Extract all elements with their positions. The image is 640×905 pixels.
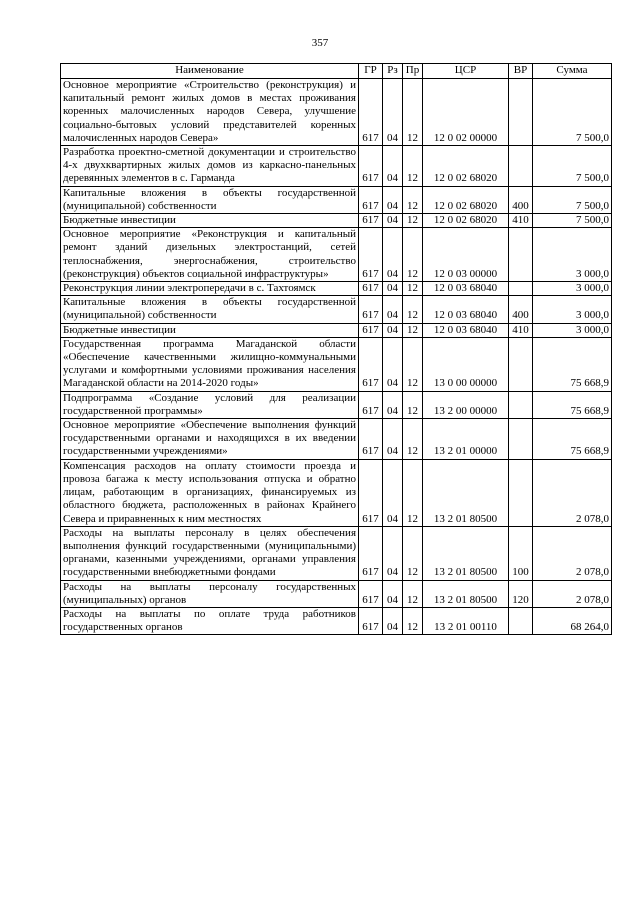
cell-name: Разработка проектно-сметной документации и строительство 4-х двухквартирных жилых домов из каркасно-панельных деревянных элементов в с. Гарманда — [61, 146, 359, 187]
cell-csr: 13 2 01 80500 — [423, 459, 509, 526]
cell-gr: 617 — [359, 337, 383, 391]
column-header-name: Наименование — [61, 64, 359, 79]
cell-name: Компенсация расходов на оплату стоимости проезда и провоза багажа к месту использования отпуска и обратно лицам, работающим в организациях, финансируемых из областного бюджета, расположенных в районах Крайнего Севера и приравненных к ним местностях — [61, 459, 359, 526]
table-row — [61, 146, 612, 187]
cell-csr: 13 2 01 80500 — [423, 526, 509, 580]
cell-rz: 04 — [383, 282, 403, 296]
column-header-gr: ГР — [359, 64, 383, 79]
cell-sum: 3 000,0 — [533, 228, 612, 282]
budget-table — [60, 63, 612, 635]
cell-rz: 04 — [383, 296, 403, 323]
cell-sum: 75 668,9 — [533, 337, 612, 391]
cell-rz: 04 — [383, 186, 403, 213]
table-row — [61, 228, 612, 282]
cell-pr: 12 — [403, 419, 423, 460]
cell-rz: 04 — [383, 580, 403, 607]
cell-pr: 12 — [403, 228, 423, 282]
cell-csr: 12 0 03 00000 — [423, 228, 509, 282]
cell-vr — [509, 146, 533, 187]
cell-sum: 3 000,0 — [533, 323, 612, 337]
cell-csr: 12 0 03 68040 — [423, 296, 509, 323]
cell-vr: 100 — [509, 526, 533, 580]
cell-sum: 2 078,0 — [533, 526, 612, 580]
cell-gr: 617 — [359, 296, 383, 323]
cell-rz: 04 — [383, 214, 403, 228]
cell-pr: 12 — [403, 459, 423, 526]
cell-rz: 04 — [383, 391, 403, 418]
cell-vr — [509, 79, 533, 146]
cell-vr — [509, 419, 533, 460]
table-row — [61, 580, 612, 607]
cell-pr: 12 — [403, 79, 423, 146]
cell-rz: 04 — [383, 607, 403, 634]
cell-csr: 12 0 03 68040 — [423, 282, 509, 296]
cell-sum: 7 500,0 — [533, 146, 612, 187]
column-header-pr: Пр — [403, 64, 423, 79]
cell-pr: 12 — [403, 580, 423, 607]
table-row — [61, 419, 612, 460]
cell-csr: 12 0 03 68040 — [423, 323, 509, 337]
cell-csr: 13 2 00 00000 — [423, 391, 509, 418]
cell-pr: 12 — [403, 323, 423, 337]
cell-csr: 12 0 02 68020 — [423, 186, 509, 213]
cell-pr: 12 — [403, 296, 423, 323]
table-row — [61, 323, 612, 337]
cell-name: Расходы на выплаты персоналу государственных (муниципальных) органов — [61, 580, 359, 607]
cell-vr: 400 — [509, 186, 533, 213]
table-row — [61, 459, 612, 526]
cell-gr: 617 — [359, 607, 383, 634]
cell-gr: 617 — [359, 228, 383, 282]
column-header-csr: ЦСР — [423, 64, 509, 79]
cell-name: Основное мероприятие «Обеспечение выполнения функций государственными органами и находящихся в их введении государственными учреждениями» — [61, 419, 359, 460]
cell-gr: 617 — [359, 282, 383, 296]
cell-rz: 04 — [383, 459, 403, 526]
cell-sum: 68 264,0 — [533, 607, 612, 634]
cell-csr: 13 2 01 00000 — [423, 419, 509, 460]
cell-name: Расходы на выплаты по оплате труда работников государственных органов — [61, 607, 359, 634]
cell-gr: 617 — [359, 391, 383, 418]
cell-gr: 617 — [359, 186, 383, 213]
cell-gr: 617 — [359, 323, 383, 337]
table-row — [61, 296, 612, 323]
cell-name: Основное мероприятие «Строительство (реконструкция) и капитальный ремонт жилых домов в местах проживания коренных малочисленных народов Севера, улучшение социально-бытовых условий представителей коренных малочисленных народов Севера» — [61, 79, 359, 146]
cell-name: Бюджетные инвестиции — [61, 323, 359, 337]
cell-sum: 75 668,9 — [533, 391, 612, 418]
cell-sum: 3 000,0 — [533, 296, 612, 323]
table-row — [61, 214, 612, 228]
cell-gr: 617 — [359, 146, 383, 187]
cell-pr: 12 — [403, 214, 423, 228]
table-header-row — [61, 64, 612, 79]
cell-csr: 12 0 02 00000 — [423, 79, 509, 146]
cell-sum: 7 500,0 — [533, 186, 612, 213]
cell-pr: 12 — [403, 186, 423, 213]
cell-name: Подпрограмма «Создание условий для реализации государственной программы» — [61, 391, 359, 418]
cell-sum: 2 078,0 — [533, 580, 612, 607]
cell-name: Расходы на выплаты персоналу в целях обеспечения выполнения функций государственными (муниципальными) органами, казенными учреждениями, органами управления государственными внебюджетными фондами — [61, 526, 359, 580]
cell-rz: 04 — [383, 323, 403, 337]
cell-rz: 04 — [383, 228, 403, 282]
cell-pr: 12 — [403, 337, 423, 391]
cell-vr: 410 — [509, 214, 533, 228]
column-header-sum: Сумма — [533, 64, 612, 79]
cell-rz: 04 — [383, 419, 403, 460]
cell-name: Основное мероприятие «Реконструкция и капитальный ремонт зданий дизельных электростанций, сетей теплоснабжения, энергоснабжения, строительство (реконструкция) объектов социальной инфраструктуры» — [61, 228, 359, 282]
cell-sum: 7 500,0 — [533, 214, 612, 228]
cell-pr: 12 — [403, 391, 423, 418]
table-row — [61, 79, 612, 146]
cell-rz: 04 — [383, 337, 403, 391]
cell-vr: 400 — [509, 296, 533, 323]
column-header-rz: Рз — [383, 64, 403, 79]
cell-pr: 12 — [403, 526, 423, 580]
page-number: 357 — [311, 37, 329, 49]
cell-gr: 617 — [359, 419, 383, 460]
cell-sum: 7 500,0 — [533, 79, 612, 146]
table-row — [61, 186, 612, 213]
cell-pr: 12 — [403, 282, 423, 296]
cell-gr: 617 — [359, 580, 383, 607]
cell-sum: 3 000,0 — [533, 282, 612, 296]
cell-rz: 04 — [383, 526, 403, 580]
cell-gr: 617 — [359, 214, 383, 228]
cell-sum: 75 668,9 — [533, 419, 612, 460]
cell-rz: 04 — [383, 146, 403, 187]
column-header-vr: ВР — [509, 64, 533, 79]
cell-csr: 13 0 00 00000 — [423, 337, 509, 391]
table-row — [61, 607, 612, 634]
cell-name: Капитальные вложения в объекты государственной (муниципальной) собственности — [61, 296, 359, 323]
cell-gr: 617 — [359, 459, 383, 526]
cell-vr — [509, 228, 533, 282]
cell-name: Государственная программа Магаданской области «Обеспечение качественными жилищно-коммунальными услугами и комфортными условиями проживания населения Магаданской области на 2014-2020 годы» — [61, 337, 359, 391]
cell-rz: 04 — [383, 79, 403, 146]
cell-csr: 13 2 01 00110 — [423, 607, 509, 634]
table-row — [61, 391, 612, 418]
cell-csr: 12 0 02 68020 — [423, 214, 509, 228]
cell-name: Капитальные вложения в объекты государственной (муниципальной) собственности — [61, 186, 359, 213]
cell-vr — [509, 337, 533, 391]
cell-vr — [509, 282, 533, 296]
cell-vr: 410 — [509, 323, 533, 337]
cell-gr: 617 — [359, 526, 383, 580]
cell-pr: 12 — [403, 607, 423, 634]
cell-csr: 12 0 02 68020 — [423, 146, 509, 187]
cell-gr: 617 — [359, 79, 383, 146]
cell-vr — [509, 391, 533, 418]
cell-name: Реконструкция линии электропередачи в с. Тахтоямск — [61, 282, 359, 296]
cell-vr — [509, 607, 533, 634]
cell-vr — [509, 459, 533, 526]
table-row — [61, 282, 612, 296]
cell-vr: 120 — [509, 580, 533, 607]
cell-pr: 12 — [403, 146, 423, 187]
cell-sum: 2 078,0 — [533, 459, 612, 526]
table-row — [61, 526, 612, 580]
cell-name: Бюджетные инвестиции — [61, 214, 359, 228]
cell-csr: 13 2 01 80500 — [423, 580, 509, 607]
table-row — [61, 337, 612, 391]
